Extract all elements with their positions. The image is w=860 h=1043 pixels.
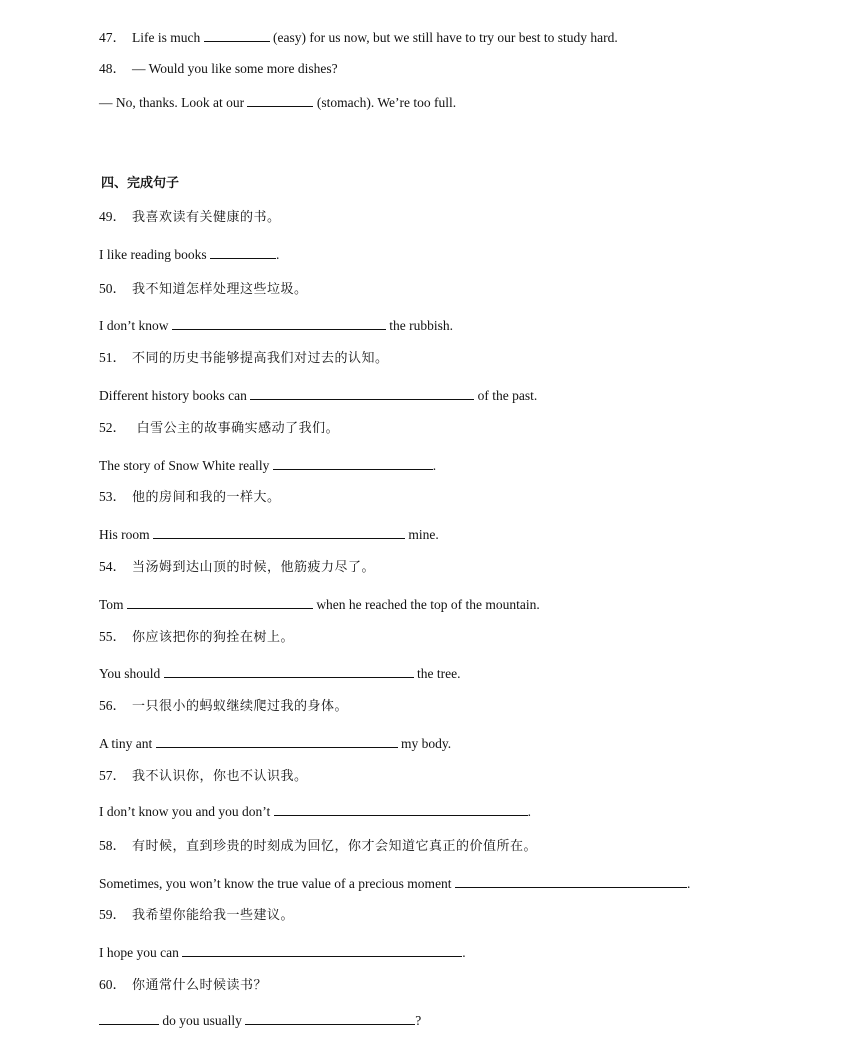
question-51-chinese [99, 349, 389, 368]
question-number: 50． [99, 281, 126, 296]
question-number: 49． [99, 209, 126, 224]
question-number: 56． [99, 698, 126, 713]
sentence-end: my body. [401, 736, 452, 751]
question-56-chinese [99, 697, 348, 716]
question-47 [99, 28, 618, 47]
question-58-chinese [99, 837, 537, 856]
sentence-start: The story of Snow White really [99, 458, 270, 473]
chinese-prompt: 有时候，直到珍贵的时刻成为回忆，你才会知道它真正的价值所在。 [132, 839, 538, 854]
sentence-end: . [275, 247, 280, 262]
sentence-start: I like reading books [99, 247, 207, 262]
question-53-chinese [99, 488, 281, 507]
question-number: 55． [99, 629, 126, 644]
chinese-prompt: 一只很小的蚂蚁继续爬过我的身体。 [132, 699, 349, 714]
question-number: 54． [99, 559, 126, 574]
answer-blank-second[interactable] [245, 1011, 415, 1025]
question-number: 59． [99, 907, 126, 922]
question-number: 51． [99, 350, 126, 365]
sentence-start: I don’t know you and you don’t [99, 804, 271, 819]
answer-blank[interactable] [247, 93, 313, 107]
question-59-english [99, 943, 466, 962]
chinese-prompt: 白雪公主的故事确实感动了我们。 [132, 421, 340, 436]
sentence-end: . [462, 945, 466, 960]
answer-blank-first[interactable] [99, 1011, 159, 1025]
question-53-english [99, 525, 439, 544]
question-55-english [99, 664, 461, 683]
answer-blank[interactable] [455, 874, 687, 888]
answer-blank[interactable] [274, 802, 528, 816]
sentence-start: A tiny ant [99, 736, 153, 751]
question-60-english [99, 1011, 421, 1030]
sentence-start: His room [99, 527, 150, 542]
sentence-start: Life is much [132, 30, 201, 45]
question-number: 48． [99, 61, 126, 76]
chinese-prompt: 不同的历史书能够提高我们对过去的认知。 [132, 351, 389, 366]
sentence-end: of the past. [477, 388, 538, 403]
sentence-start: Sometimes, you won’t know the true value of a precious moment [99, 876, 452, 891]
answer-blank[interactable] [172, 316, 386, 330]
answer-blank[interactable] [164, 664, 414, 678]
question-52-chinese [99, 419, 339, 438]
chinese-prompt: 我不认识你，你也不认识我。 [132, 769, 308, 784]
question-52-english [99, 456, 436, 475]
question-54-english [99, 595, 540, 614]
chinese-prompt: 我希望你能给我一些建议。 [132, 908, 295, 923]
sentence-end: the rubbish. [389, 318, 453, 333]
sentence-start: You should [99, 666, 161, 681]
question-57-chinese [99, 767, 308, 786]
question-48 [99, 60, 338, 78]
sentence-end: ? [415, 1013, 422, 1028]
chinese-prompt: 他的房间和我的一样大。 [132, 490, 281, 505]
answer-blank[interactable] [204, 28, 270, 42]
question-49-english [99, 245, 279, 264]
question-48-answer [99, 93, 456, 112]
question-58-english [99, 874, 690, 893]
chinese-prompt: 我喜欢读有关健康的书。 [132, 210, 281, 225]
question-57-english [99, 802, 531, 821]
sentence-start: I hope you can [99, 945, 179, 960]
question-50-chinese [99, 280, 308, 299]
sentence-start: Tom [99, 597, 124, 612]
question-50-english [99, 316, 453, 335]
question-number: 60． [99, 977, 126, 992]
question-60-chinese [99, 976, 267, 995]
answer-blank[interactable] [250, 386, 474, 400]
question-51-english [99, 386, 537, 405]
sentence-end: (easy) for us now, but we still have to try our best to study hard. [272, 30, 618, 45]
question-number: 57． [99, 768, 126, 783]
chinese-prompt: 你应该把你的狗拴在树上。 [132, 630, 295, 645]
sentence-end: . [432, 458, 437, 473]
sentence-end: . [686, 876, 691, 891]
sentence-middle: do you usually [162, 1013, 242, 1028]
sentence-start: I don’t know [99, 318, 169, 333]
dialogue-line-1: — Would you like some more dishes? [132, 61, 338, 76]
answer-blank[interactable] [273, 456, 433, 470]
question-54-chinese [99, 558, 375, 577]
answer-blank[interactable] [127, 595, 313, 609]
question-55-chinese [99, 628, 294, 647]
answer-blank[interactable] [182, 943, 462, 957]
sentence-start: — No, thanks. Look at our [99, 95, 245, 110]
sentence-end: . [527, 804, 531, 819]
question-number: 58． [99, 838, 126, 853]
chinese-prompt: 你通常什么时候读书？ [132, 978, 268, 993]
answer-blank[interactable] [210, 245, 276, 259]
question-59-chinese [99, 906, 294, 925]
question-number: 53． [99, 489, 126, 504]
sentence-end: mine. [408, 527, 439, 542]
chinese-prompt: 我不知道怎样处理这些垃圾。 [132, 282, 308, 297]
sentence-start: Different history books can [99, 388, 247, 403]
question-56-english [99, 734, 451, 753]
sentence-end: when he reached the top of the mountain. [316, 597, 540, 612]
answer-blank[interactable] [156, 734, 398, 748]
section-title: 四、完成句子 [101, 176, 180, 191]
question-number: 47． [99, 30, 126, 45]
sentence-end: (stomach). We’re too full. [316, 95, 457, 110]
sentence-end: the tree. [417, 666, 461, 681]
question-49-chinese [99, 208, 281, 227]
question-number: 52． [99, 420, 126, 435]
chinese-prompt: 当汤姆到达山顶的时候，他筋疲力尽了。 [132, 560, 376, 575]
answer-blank[interactable] [153, 525, 405, 539]
